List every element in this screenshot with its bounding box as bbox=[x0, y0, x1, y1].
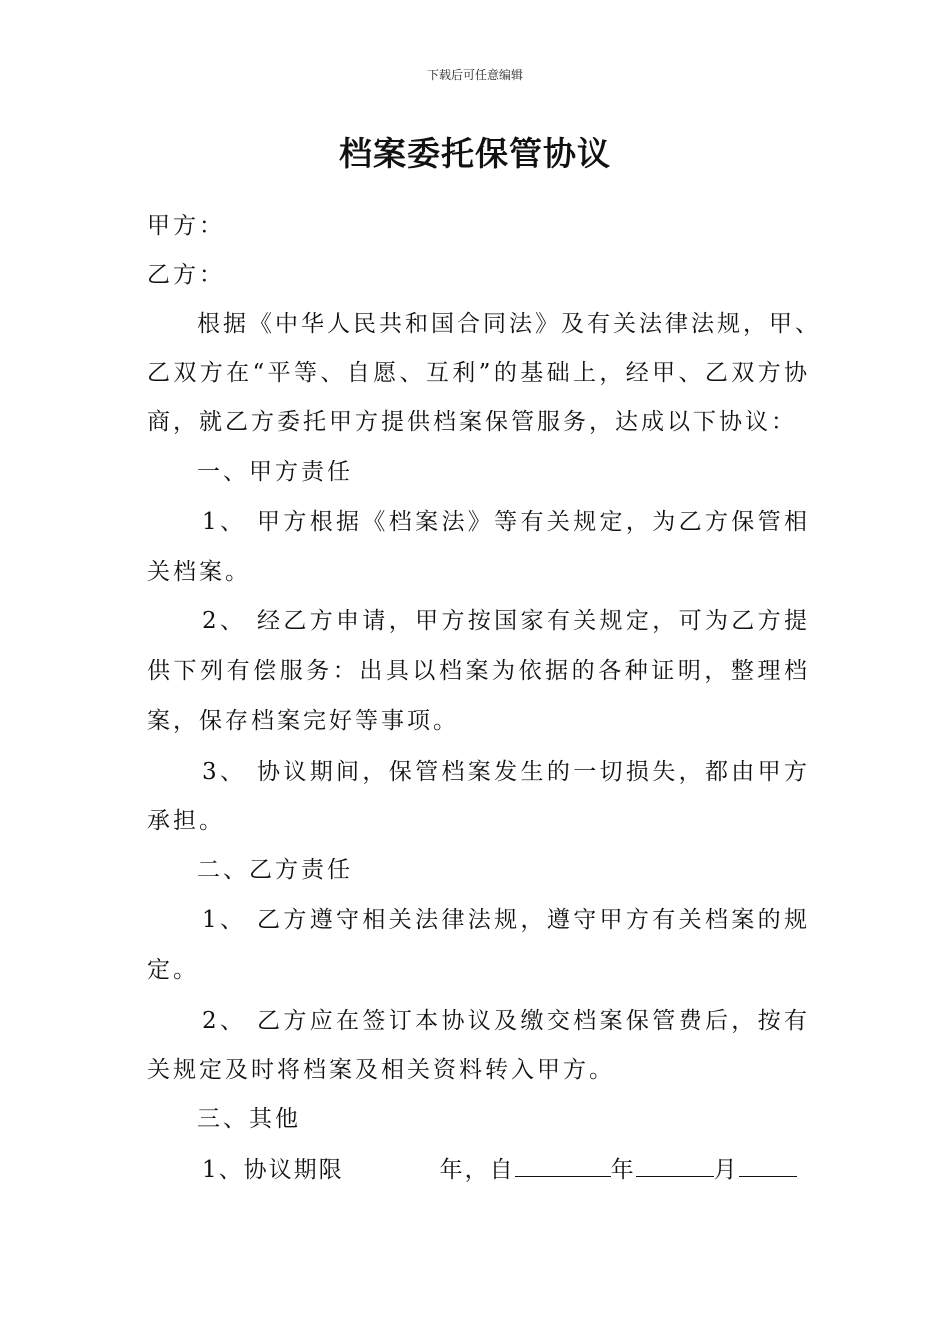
start-year-blank[interactable] bbox=[515, 1154, 611, 1177]
section-1-item-2-line-2: 供下列有偿服务：出具以档案为依据的各种证明，整理档 bbox=[147, 658, 807, 684]
header-note: 下载后可任意编辑 bbox=[426, 68, 523, 82]
section-1-item-3-line-1: 3、 协议期间，保管档案发生的一切损失，都由甲方 bbox=[202, 759, 807, 785]
start-day-blank[interactable] bbox=[739, 1154, 797, 1177]
section-2-item-2-line-2: 关规定及时将档案及相关资料转入甲方。 bbox=[147, 1057, 615, 1083]
term-label: 1、协议期限 bbox=[202, 1157, 344, 1183]
section-1-item-3-line-2: 承担。 bbox=[147, 808, 225, 834]
section-1-item-1-line-2: 关档案。 bbox=[147, 559, 251, 585]
year-from-label: 年，自 bbox=[439, 1157, 515, 1183]
start-month-blank[interactable] bbox=[636, 1154, 714, 1177]
section-2-item-2-line-1: 2、 乙方应在签订本协议及缴交档案保管费后，按有 bbox=[202, 1008, 807, 1034]
section-3-item-1 bbox=[202, 1154, 807, 1185]
month-label: 月 bbox=[713, 1157, 739, 1183]
section-1-item-2-line-1: 2、 经乙方申请，甲方按国家有关规定，可为乙方提 bbox=[202, 608, 807, 634]
section-2-heading: 二、乙方责任 bbox=[197, 857, 353, 883]
term-years-blank[interactable] bbox=[344, 1155, 440, 1177]
section-1-item-2-line-3: 案，保存档案完好等事项。 bbox=[147, 708, 459, 734]
preamble-line-1: 根据《中华人民共和国合同法》及有关法律法规，甲、 bbox=[197, 311, 821, 337]
party-a-label: 甲方： bbox=[147, 213, 225, 239]
section-3-heading: 三、其他 bbox=[197, 1106, 301, 1132]
preamble-line-3: 商，就乙方委托甲方提供档案保管服务，达成以下协议： bbox=[147, 409, 797, 435]
section-1-heading: 一、甲方责任 bbox=[197, 459, 353, 485]
document-title: 档案委托保管协议 bbox=[339, 134, 611, 173]
preamble-line-2: 乙双方在“平等、自愿、互利”的基础上，经甲、乙双方协 bbox=[147, 360, 807, 386]
section-2-item-1-line-1: 1、 乙方遵守相关法律法规，遵守甲方有关档案的规 bbox=[202, 907, 807, 933]
party-b-label: 乙方： bbox=[147, 262, 225, 288]
section-1-item-1-line-1: 1、 甲方根据《档案法》等有关规定，为乙方保管相 bbox=[202, 509, 807, 535]
year-label: 年 bbox=[610, 1157, 636, 1183]
section-2-item-1-line-2: 定。 bbox=[147, 957, 199, 983]
